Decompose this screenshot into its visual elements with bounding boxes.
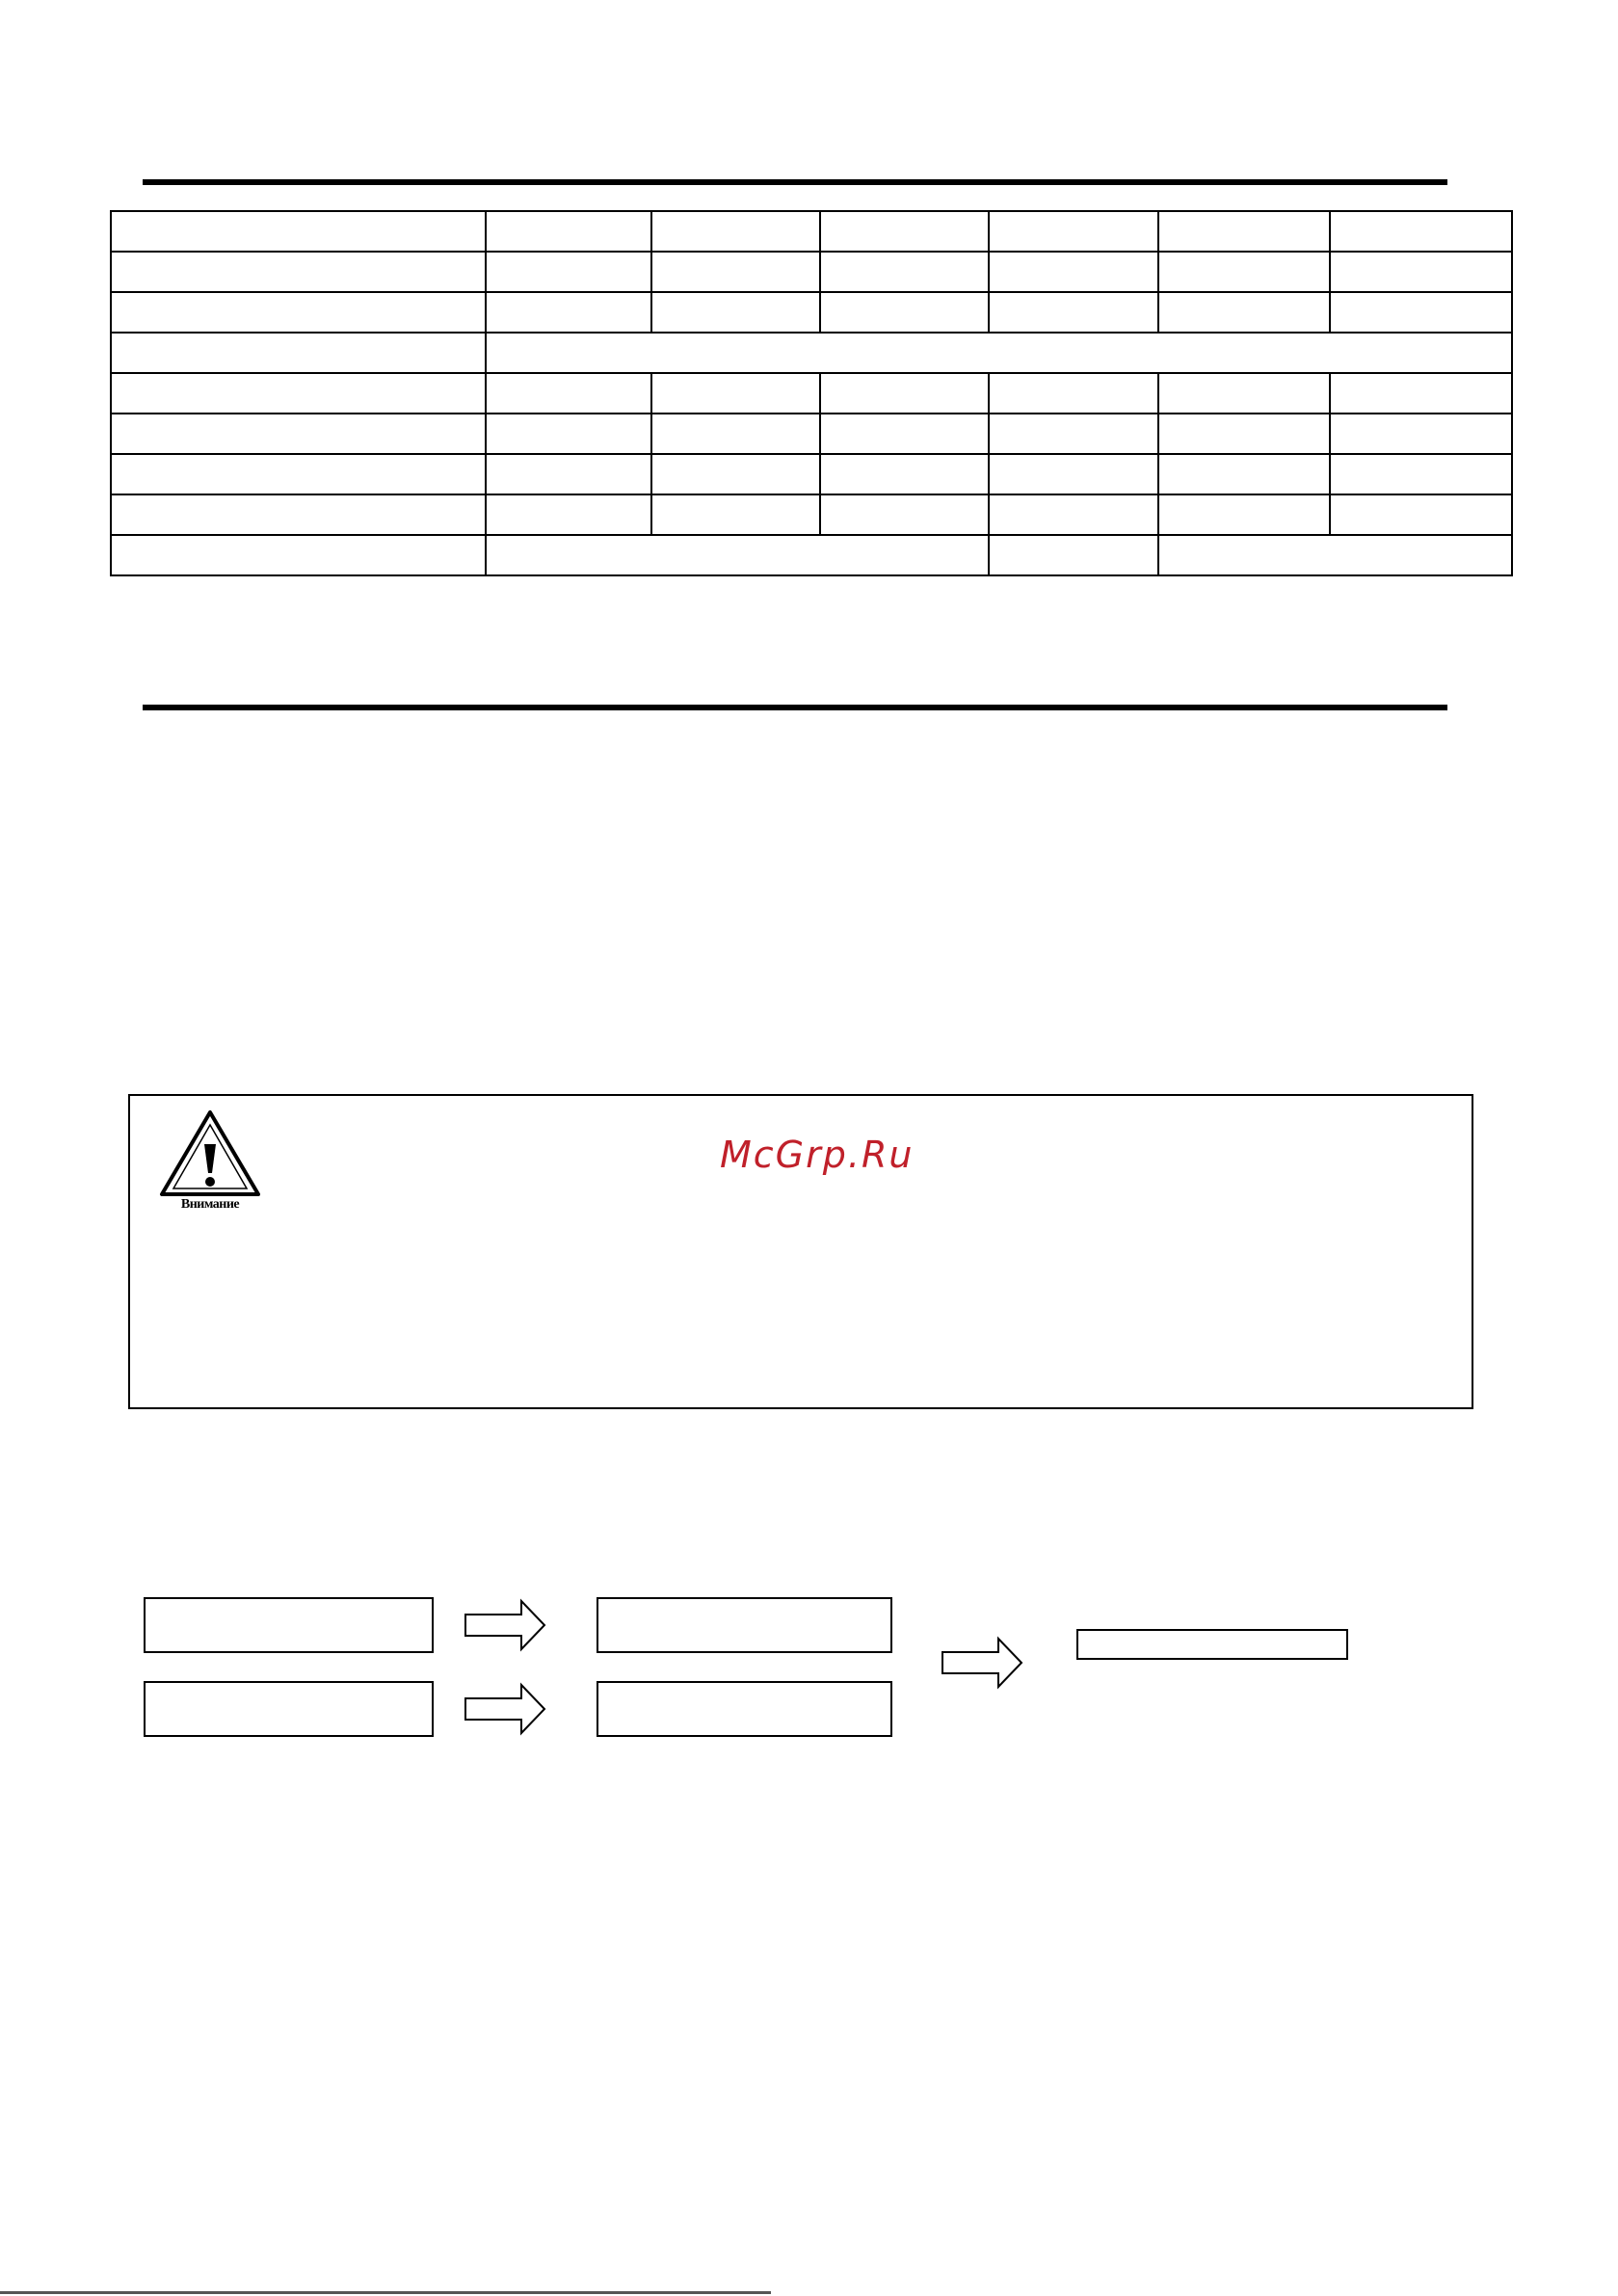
- section-rule-middle: [143, 705, 1447, 710]
- table-row: [111, 535, 1512, 575]
- table-row: [111, 494, 1512, 535]
- table-row: [111, 333, 1512, 373]
- table-row: [111, 414, 1512, 454]
- flow-box-left-bottom: [144, 1681, 434, 1737]
- table-row: [111, 454, 1512, 494]
- table-row: [111, 373, 1512, 414]
- warning-caption: Внимание: [180, 1197, 240, 1212]
- warning-triangle-icon: [156, 1108, 264, 1214]
- watermark-text: McGrp.Ru: [720, 1134, 915, 1176]
- flow-box-middle-top: [597, 1597, 892, 1653]
- warning-notice-box: [128, 1094, 1473, 1409]
- page-footer-line: [0, 2291, 771, 2294]
- flow-box-result: [1076, 1629, 1348, 1660]
- flow-box-middle-bottom: [597, 1681, 892, 1737]
- table-row: [111, 252, 1512, 292]
- table-row: [111, 292, 1512, 333]
- right-arrow-icon: [464, 1598, 548, 1652]
- section-rule-top: [143, 179, 1447, 185]
- right-arrow-icon: [464, 1682, 548, 1736]
- table-row: [111, 211, 1512, 252]
- flow-box-left-top: [144, 1597, 434, 1653]
- right-arrow-icon: [941, 1636, 1025, 1690]
- spec-table: [110, 210, 1513, 576]
